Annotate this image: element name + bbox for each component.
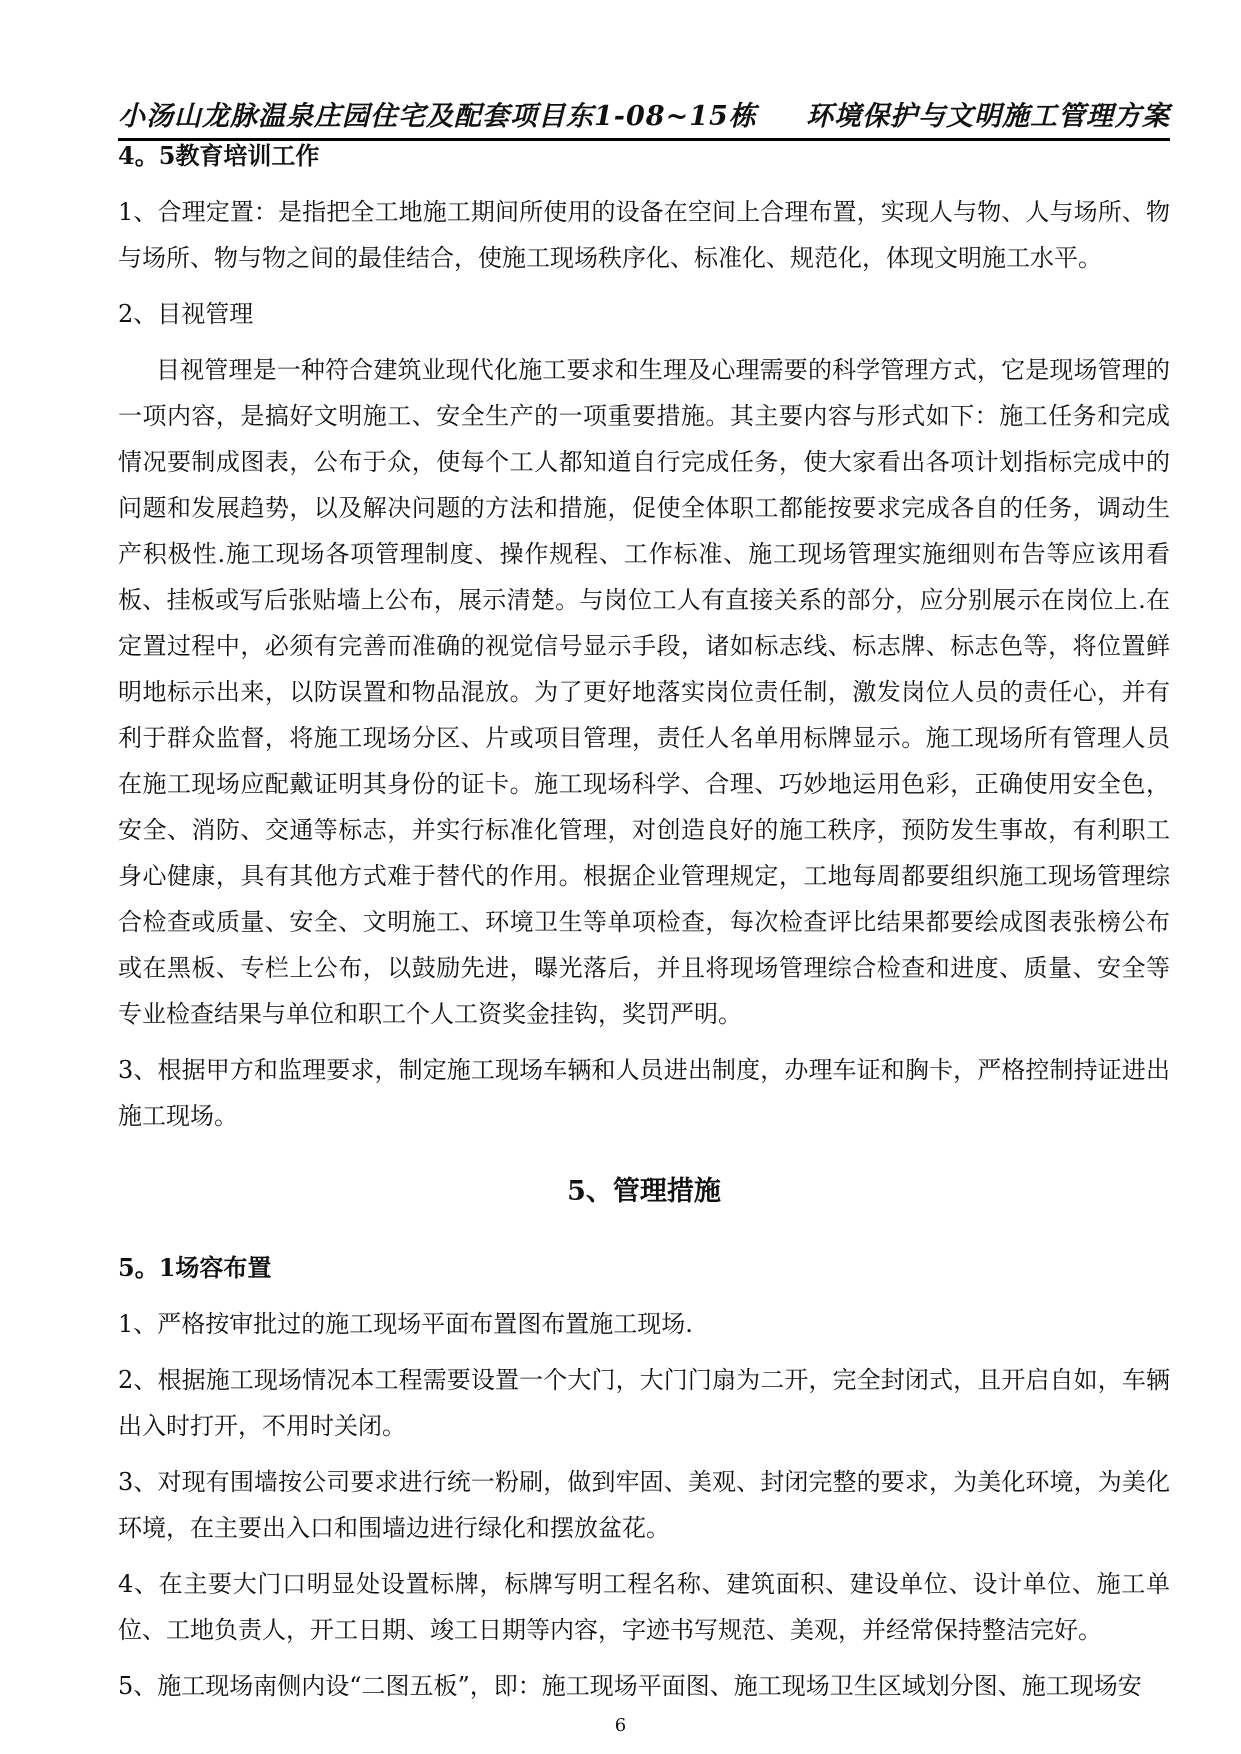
paragraph-visual-management: 目视管理是一种符合建筑业现代化施工要求和生理及心理需要的科学管理方式，它是现场管理的一项内容，是搞好文明施工、安全生产的一项重要措施。其主要内容与形式如下：施工任务和完成情况要制成图表，公布于众，使每个工人都知道自行完成任务，使大家看出各项计划指标完成中的问题和发展趋势，以及解决问题的方法和措施，促使全体职工都能按要求完成各自的任务，调动生产积极性.施工现场各项管理制度、操作规程、工作标准、施工现场管理实施细则布告等应该用看板、挂板或写后张贴墙上公布，展示清楚。与岗位工人有直接关系的部分，应分别展示在岗位上.在定置过程中，必须有完善而准确的视觉信号显示手段，诸如标志线、标志牌、标志色等，将位置鲜明地标示出来，以防误置和物品混放。为了更好地落实岗位责任制，激发岗位人员的责任心，并有利于群众监督，将施工现场分区、片或项目管理，责任人名单用标牌显示。施工现场所有管理人员在施工现场应配戴证明其身份的证卡。施工现场科学、合理、巧妙地运用色彩，正确使用安全色，安全、消防、交通等标志，并实行标准化管理，对创造良好的施工秩序，预防发生事故，有利职工身心健康，具有其他方式难于替代的作用。根据企业管理规定，工地每周都要组织施工现场管理综合检查或质量、安全、文明施工、环境卫生等单项检查，每次检查评比结果都要绘成图表张榜公布或在黑板、专栏上公布，以鼓励先进，曝光落后，并且将现场管理综合检查和进度、质量、安全等专业检查结果与单位和职工个人工资奖金挂钩，奖罚严明。 — [118, 356, 1170, 1028]
page-number: 6 — [614, 1715, 627, 1736]
paragraph-main-gate: 2、根据施工现场情况本工程需要设置一个大门，大门门扇为二开，完全封闭式，且开启自如，车辆出入时打开，不用时关闭。 — [118, 1366, 1170, 1440]
visual-management-heading: 2、目视管理 — [118, 300, 254, 328]
paragraph-two-plans-five-boards: 5、施工现场南侧内设“二图五板”，即：施工现场平面图、施工现场卫生区域划分图、施工现场安 — [118, 1672, 1142, 1700]
header-document-title: 环境保护与文明施工管理方案 — [806, 101, 1170, 132]
section-5-title: 5、管理措施 — [567, 1176, 721, 1207]
paragraph-signboard: 4、在主要大门口明显处设置标牌，标牌写明工程名称、建筑面积、建设单位、设计单位、施工单位、工地负责人，开工日期、竣工日期等内容，字迹书写规范、美观，并经常保持整洁完好。 — [118, 1570, 1170, 1644]
page-body — [118, 133, 1170, 1709]
paragraph-enclosure-wall: 3、对现有围墙按公司要求进行统一粉刷，做到牢固、美观、封闭完整的要求，为美化环境，为美化环境，在主要出入口和围墙边进行绿化和摆放盆花。 — [118, 1468, 1170, 1542]
section-4-5-heading: 4。5教育培训工作 — [118, 141, 320, 170]
paragraph-reasonable-placement: 1、合理定置：是指把全工地施工期间所使用的设备在空间上合理布置，实现人与物、人与场所、物与场所、物与物之间的最佳结合，使施工现场秩序化、标准化、规范化，体现文明施工水平。 — [118, 198, 1170, 272]
paragraph-access-control: 3、根据甲方和监理要求，制定施工现场车辆和人员进出制度，办理车证和胸卡，严格控制持证进出施工现场。 — [118, 1056, 1170, 1130]
paragraph-site-plan: 1、严格按审批过的施工现场平面布置图布置施工现场. — [118, 1310, 693, 1338]
section-5-1-heading: 5。1场容布置 — [118, 1253, 272, 1282]
header-project-title: 小汤山龙脉温泉庄园住宅及配套项目东1-08~15栋 — [118, 101, 757, 132]
